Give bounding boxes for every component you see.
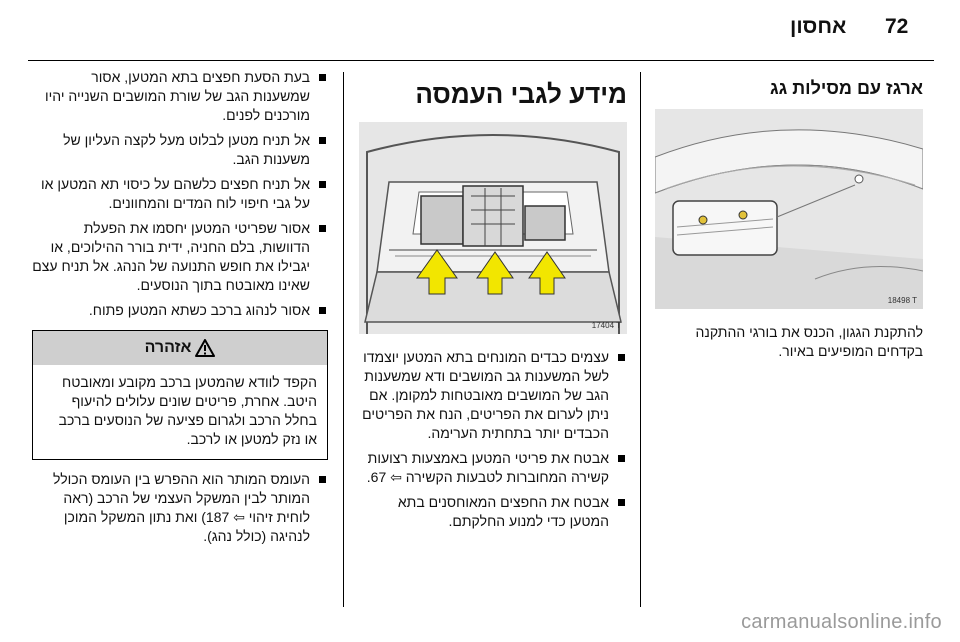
roof-rail-figure (655, 109, 923, 309)
list-item: העומס המותר הוא ההפרש בין העומס הכולל המותר לבין המשקל העצמי של הרכב (ראה לוחית זיהוי ⇦ 187) ואת נתון המשקל המוכן לנהיגה (כולל נהג). (32, 470, 328, 546)
list-item: בעת הסעת חפצים בתא המטען, אסור שמשענות הגב של שורת המושבים השנייה יהיו מורכנים לפנים. (32, 68, 328, 125)
column-divider (640, 72, 641, 607)
list-item: אסור שפריטי המטען יחסמו את הפעלת הדוושות, בלם החניה, ידית בורר ההילוכים, או יגבילו את חופש התנועה של הנהג. אל תניח עצם שאינו מאובטח בתוך הנוסעים. (32, 219, 328, 295)
watermark: carmanualsonline.info (741, 611, 942, 633)
list-item: עצמים כבדים המונחים בתא המטען יוצמדו לשל המשענות גב המושבים ודא שמשענות הגב של המושבים מאובטחות למקומן. אם ניתן לערום את הפריטים, הנח את הפריטים הכבדים יותר בתחתית הערימה. (355, 348, 627, 443)
loading-rules-bullets (32, 68, 328, 320)
permissible-load-bullets (32, 470, 328, 546)
warning-text: הקפד לוודא שהמטען ברכב מקובע ומאובטח היטב. אחרת, פריטים שונים עלולים להיעוף בחלל הרכב ולגרום פציעה של הנוסעים ברכב או נזק למטען או לרכב. (58, 374, 317, 447)
loading-info-heading: מידע לגבי העמסה (415, 79, 627, 109)
left-column (32, 68, 328, 552)
header-rule (28, 60, 934, 61)
section-name: אחסון (790, 15, 847, 38)
right-column (655, 78, 923, 361)
loading-bullets (355, 348, 627, 531)
trunk-loading-illustration (359, 122, 627, 334)
list-item: אל תניח חפצים כלשהם על כיסוי תא המטען או על גבי חיפוי לוח המדים והמחוונים. (32, 175, 328, 213)
column-divider (343, 72, 344, 607)
trunk-figure (359, 122, 627, 334)
roof-box-caption: להתקנת הגגון, הכנס את בורגי ההתקנה בקדחים המופיעים באיור. (695, 324, 923, 359)
warning-box (32, 330, 328, 460)
figure-id: 18498 T (887, 296, 917, 305)
warning-triangle-icon (195, 339, 215, 357)
page-number: 72 (885, 15, 909, 38)
middle-column (355, 78, 627, 537)
figure-id: 17404 T (591, 321, 621, 330)
roof-rail-illustration (655, 109, 923, 309)
roof-box-heading: ארגז עם מסילות גג (770, 78, 923, 98)
warning-header (33, 331, 327, 365)
list-item: אסור לנהוג ברכב כשתא המטען פתוח. (32, 301, 328, 320)
list-item: אל תניח מטען לבלוט מעל לקצה העליון של משענות הגב. (32, 131, 328, 169)
list-item: אבטח את החפצים המאוחסנים בתא המטען כדי למנוע החלקתם. (355, 493, 627, 531)
warning-title: אזהרה (144, 339, 192, 356)
list-item: אבטח את פריטי המטען באמצעות רצועות קשירה המחוברות לטבעות הקשירה ⇦ 67. (355, 449, 627, 487)
